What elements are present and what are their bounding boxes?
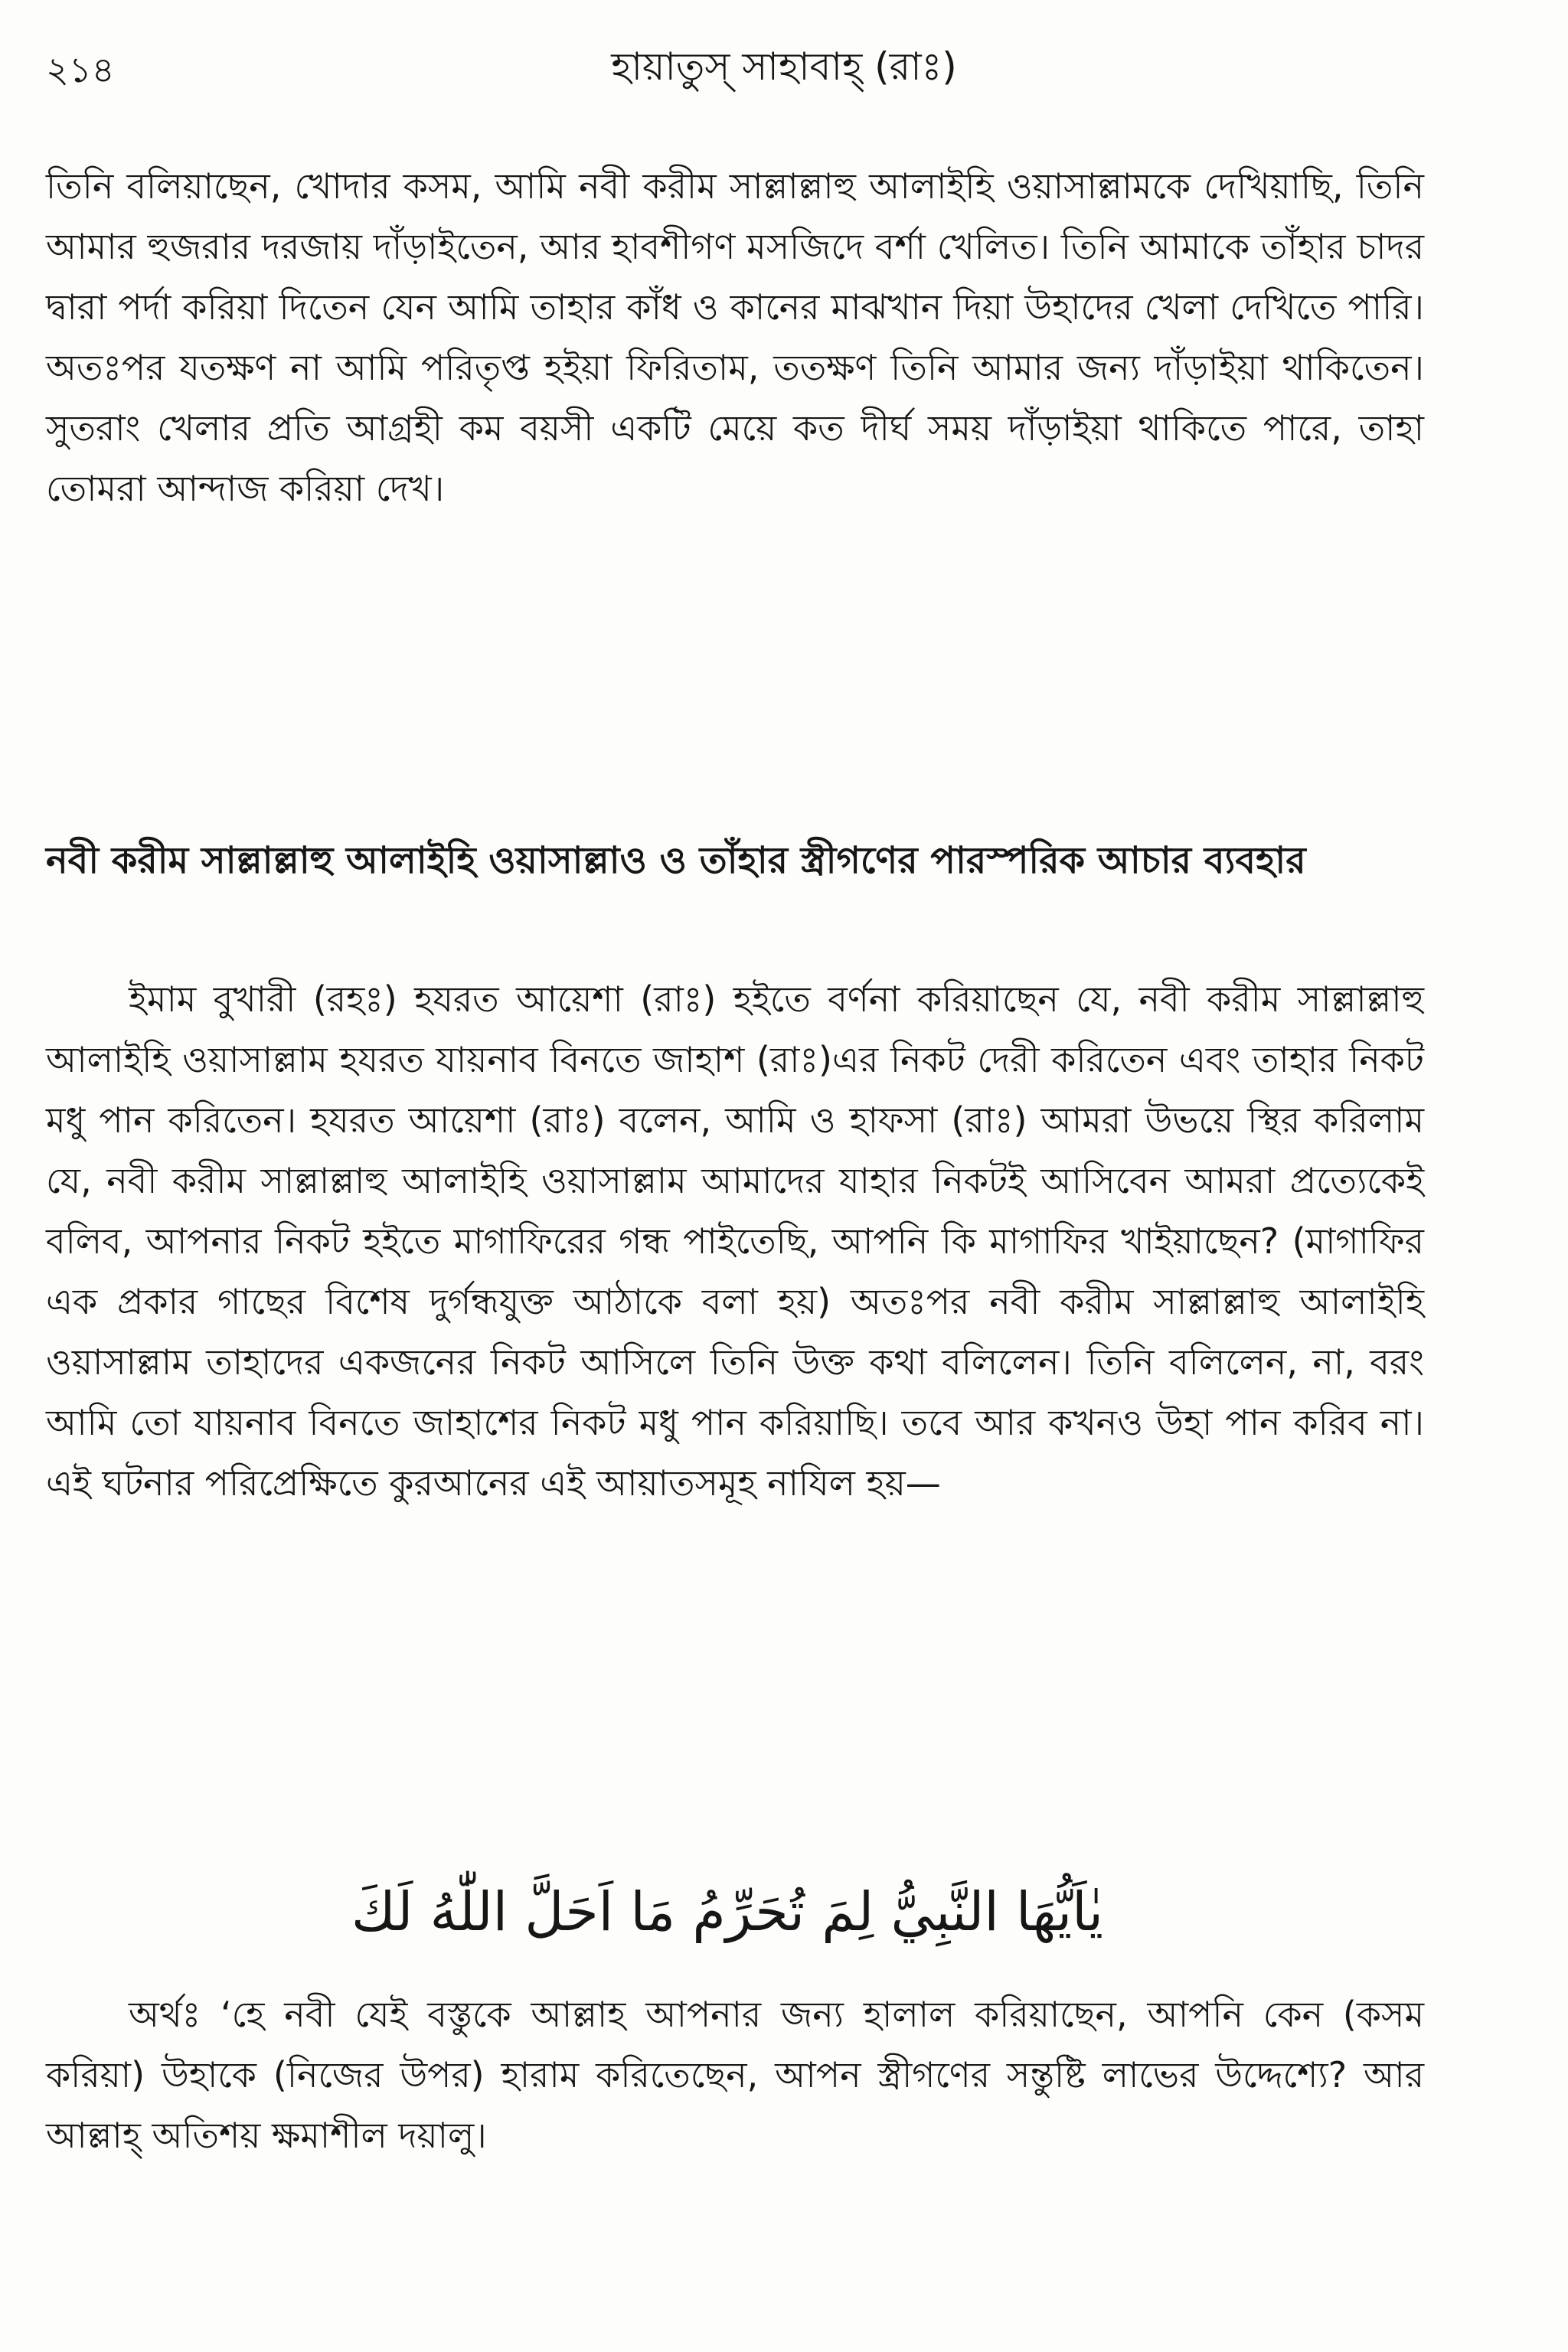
- section-heading: নবী করীম সাল্লাল্লাহু আলাইহি ওয়াসাল্লাও ও তাঁহার স্ত্রীগণের পারস্পরিক আচার ব্যবহার: [46, 839, 1306, 882]
- running-header-title: হায়াতুস্ সাহাবাহ্ (রাঃ): [611, 44, 957, 89]
- paragraph-continued: তিনি বলিয়াছেন, খোদার কসম, আমি নবী করীম সাল্লাল্লাহু আলাইহি ওয়াসাল্লামকে দেখিয়াছি, তিনি আমার হুজরার দরজায় দাঁড়াইতেন, আর হাবশীগণ মসজিদে বর্শা খেলিত। তিনি আমাকে তাঁহার চাদর দ্বারা পর্দা করিয়া দিতেন যেন আমি তাহার কাঁধ ও কানের মাঝখান দিয়া উহাদের খেলা দেখিতে পারি। অতঃপর যতক্ষণ না আমি পরিতৃপ্ত হইয়া ফিরিতাম, ততক্ষণ তিনি আমার জন্য দাঁড়াইয়া থাকিতেন। সুতরাং খেলার প্রতি আগ্রহী কম বয়সী একটি মেয়ে কত দীর্ঘ সময় দাঁড়াইয়া থাকিতে পারে, তাহা তোমরা আন্দাজ করিয়া দেখ।: [46, 165, 1424, 509]
- arabic-quran-verse: يٰاَيُّهَا النَّبِيُّ لِمَ تُحَرِّمُ مَا اَحَلَّ اللّٰهُ لَكَ: [351, 1880, 1103, 1943]
- paragraph-bukhari-narration: ইমাম বুখারী (রহঃ) হযরত আয়েশা (রাঃ) হইতে বর্ণনা করিয়াছেন যে, নবী করীম সাল্লাল্লাহু আলাইহি ওয়াসাল্লাম হযরত যায়নাব বিনতে জাহাশ (রাঃ)এর নিকট দেরী করিতেন এবং তাহার নিকট মধু পান করিতেন। হযরত আয়েশা (রাঃ) বলেন, আমি ও হাফসা (রাঃ) আমরা উভয়ে স্থির করিলাম যে, নবী করীম সাল্লাল্লাহু আলাইহি ওয়াসাল্লাম আমাদের যাহার নিকটই আসিবেন আমরা প্রত্যেকেই বলিব, আপনার নিকট হইতে মাগাফিরের গন্ধ পাইতেছি, আপনি কি মাগাফির খাইয়াছেন? (মাগাফির এক প্রকার গাছের বিশেষ দুর্গন্ধযুক্ত আঠাকে বলা হয়) অতঃপর নবী করীম সাল্লাল্লাহু আলাইহি ওয়াসাল্লাম তাহাদের একজনের নিকট আসিলে তিনি উক্ত কথা বলিলেন। তিনি বলিলেন, না, বরং আমি তো যায়নাব বিনতে জাহাশের নিকট মধু পান করিয়াছি। তবে আর কখনও উহা পান করিব না। এই ঘটনার পরিপ্রেক্ষিতে কুরআনের এই আয়াতসমূহ নাযিল হয়—: [46, 978, 1424, 1504]
- page-number: ২১৪: [46, 49, 115, 90]
- paragraph-verse-meaning: অর্থঃ ‘হে নবী যেই বস্তুকে আল্লাহ আপনার জন্য হালাল করিয়াছেন, আপনি কেন (কসম করিয়া) উহাকে (নিজের উপর) হারাম করিতেছেন, আপন স্ত্রীগণের সন্তুষ্টি লাভের উদ্দেশ্যে? আর আল্লাহ্ অতিশয় ক্ষমাশীল দয়ালু।: [46, 1994, 1424, 2156]
